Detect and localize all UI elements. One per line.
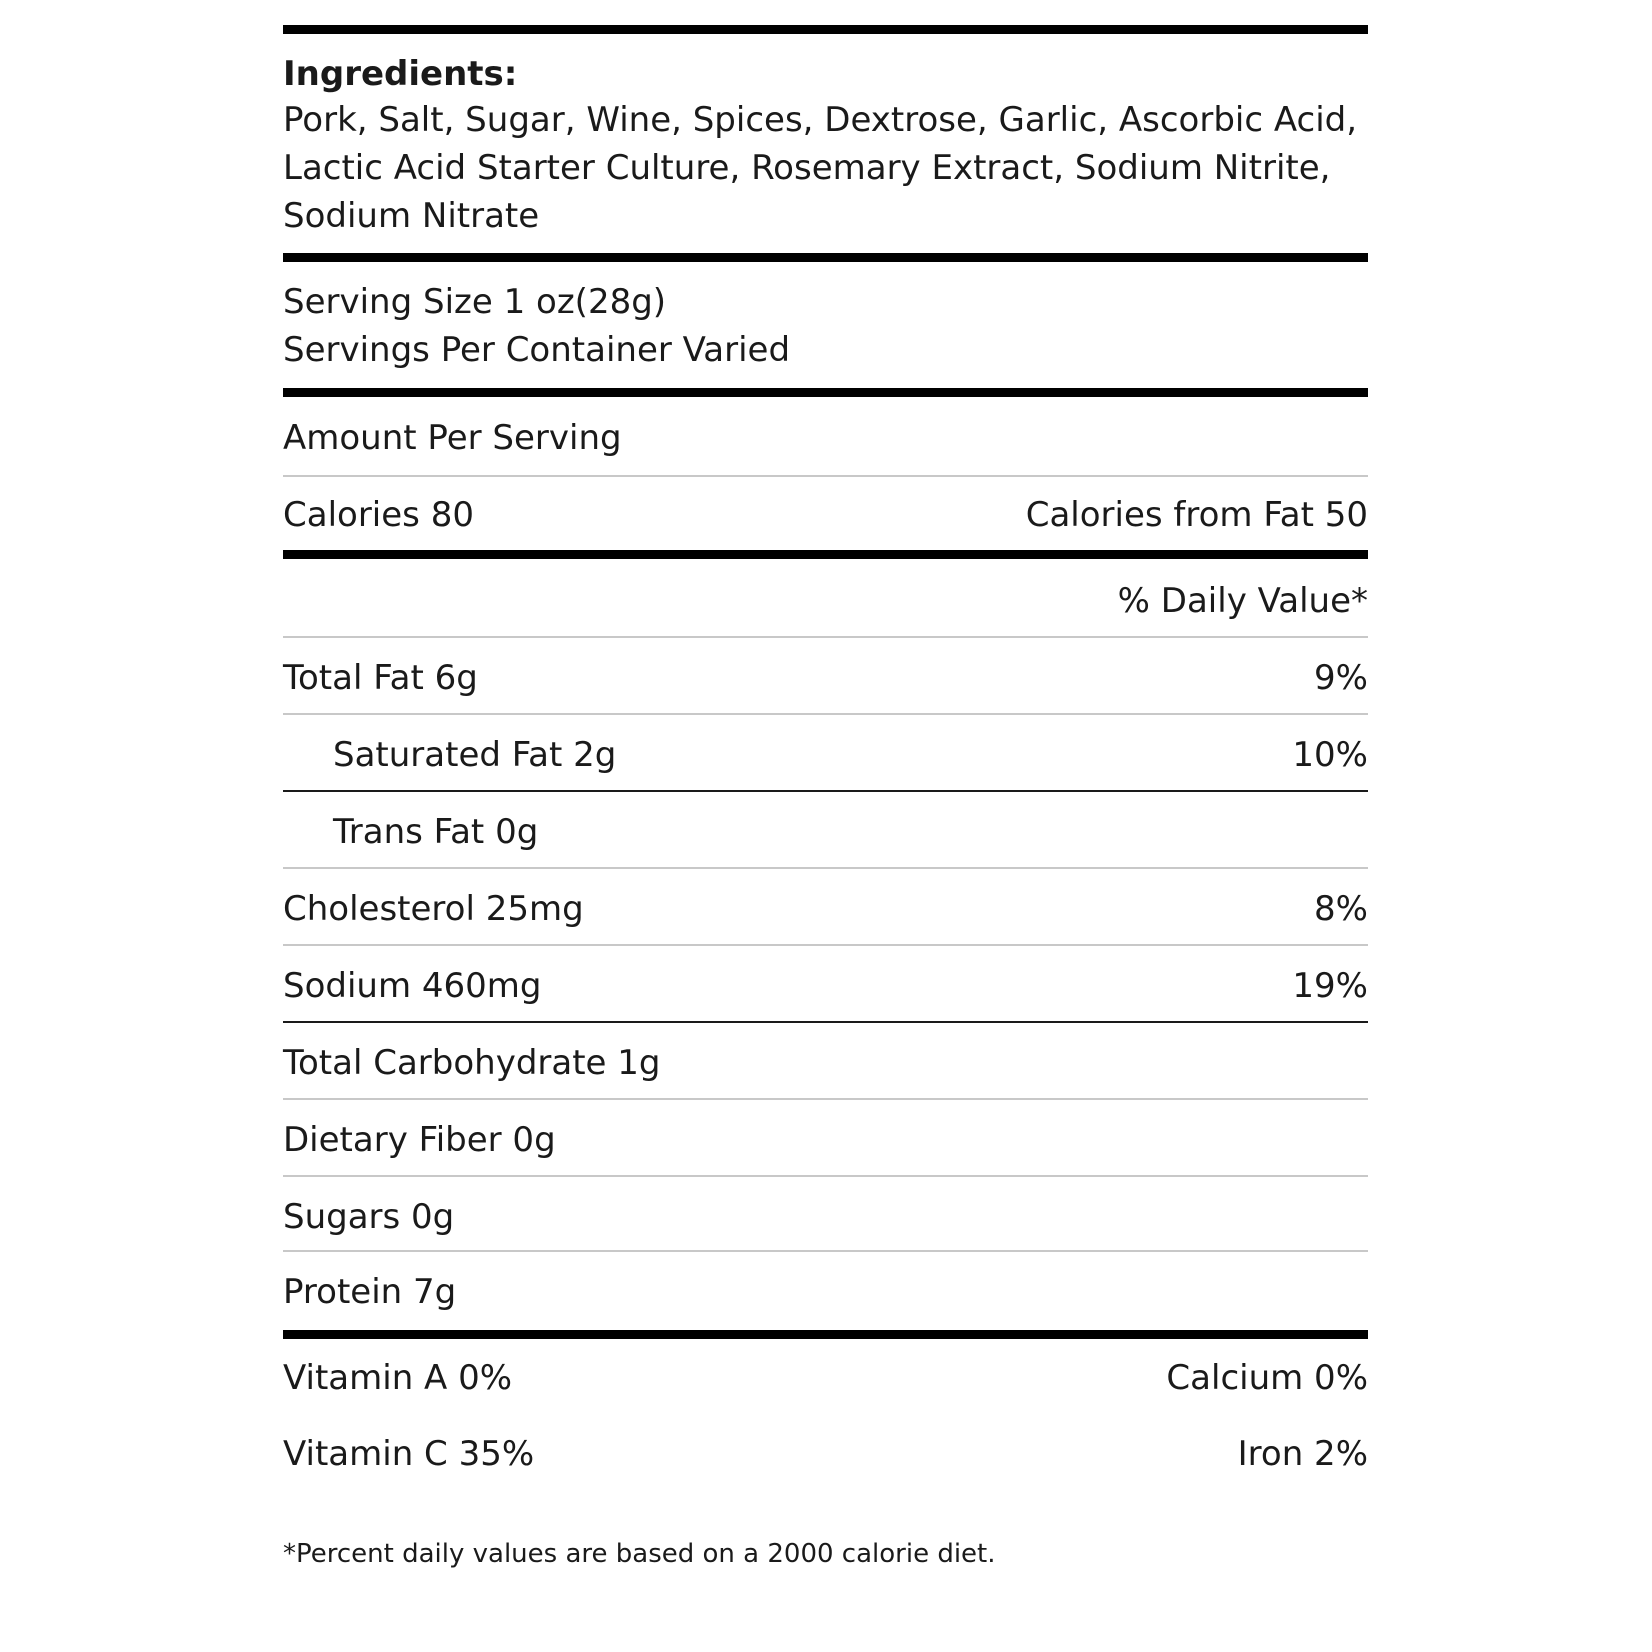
nutrient-label-saturated-fat: Saturated Fat 2g xyxy=(333,735,617,775)
row-divider xyxy=(283,1175,1368,1177)
nutrient-dv-cholesterol: 8% xyxy=(1314,889,1368,929)
row-divider xyxy=(283,790,1368,792)
row-divider xyxy=(283,944,1368,946)
row-divider xyxy=(283,713,1368,715)
nutrient-dv-sodium: 19% xyxy=(1292,966,1368,1006)
calcium: Calcium 0% xyxy=(1166,1358,1368,1398)
nutrient-dv-saturated-fat: 10% xyxy=(1292,735,1368,775)
serving-size: Serving Size 1 oz(28g) xyxy=(283,282,667,322)
nutrient-label-cholesterol: Cholesterol 25mg xyxy=(283,889,584,929)
calories-from-fat: Calories from Fat 50 xyxy=(1025,495,1368,535)
daily-value-footnote: *Percent daily values are based on a 2000 calorie diet. xyxy=(283,1539,996,1569)
nutrient-label-protein: Protein 7g xyxy=(283,1272,457,1312)
nutrient-label-dietary-fiber: Dietary Fiber 0g xyxy=(283,1120,556,1160)
nutrient-label-total-fat: Total Fat 6g xyxy=(283,658,478,698)
vitamin-a: Vitamin A 0% xyxy=(283,1358,513,1398)
top-divider xyxy=(283,25,1368,34)
nutrient-label-sodium: Sodium 460mg xyxy=(283,966,542,1006)
amount-per-serving: Amount Per Serving xyxy=(283,418,622,458)
row-divider xyxy=(283,636,1368,638)
vitamin-c: Vitamin C 35% xyxy=(283,1434,535,1474)
daily-value-header: % Daily Value* xyxy=(1117,581,1368,621)
nutrient-label-trans-fat: Trans Fat 0g xyxy=(333,812,539,852)
calories-divider xyxy=(283,550,1368,559)
serving-divider xyxy=(283,388,1368,397)
amount-divider xyxy=(283,475,1368,477)
iron: Iron 2% xyxy=(1237,1434,1368,1474)
servings-per-container: Servings Per Container Varied xyxy=(283,330,791,370)
nutrient-dv-total-fat: 9% xyxy=(1314,658,1368,698)
row-divider xyxy=(283,867,1368,869)
ingredients-divider xyxy=(283,253,1368,262)
calories: Calories 80 xyxy=(283,495,474,535)
nutrient-label-total-carbohydrate: Total Carbohydrate 1g xyxy=(283,1043,661,1083)
ingredients-heading: Ingredients: xyxy=(283,54,518,94)
row-divider xyxy=(283,1250,1368,1252)
nutrient-label-sugars: Sugars 0g xyxy=(283,1197,455,1237)
nutrients-divider xyxy=(283,1330,1368,1339)
row-divider xyxy=(283,1098,1368,1100)
ingredients-text: Pork, Salt, Sugar, Wine, Spices, Dextrose, Garlic, Ascorbic Acid, Lactic Acid Starter Culture, Rosemary Extract, Sodium Nitrite, Sodium Nitrate xyxy=(283,100,1358,236)
row-divider xyxy=(283,1021,1368,1023)
